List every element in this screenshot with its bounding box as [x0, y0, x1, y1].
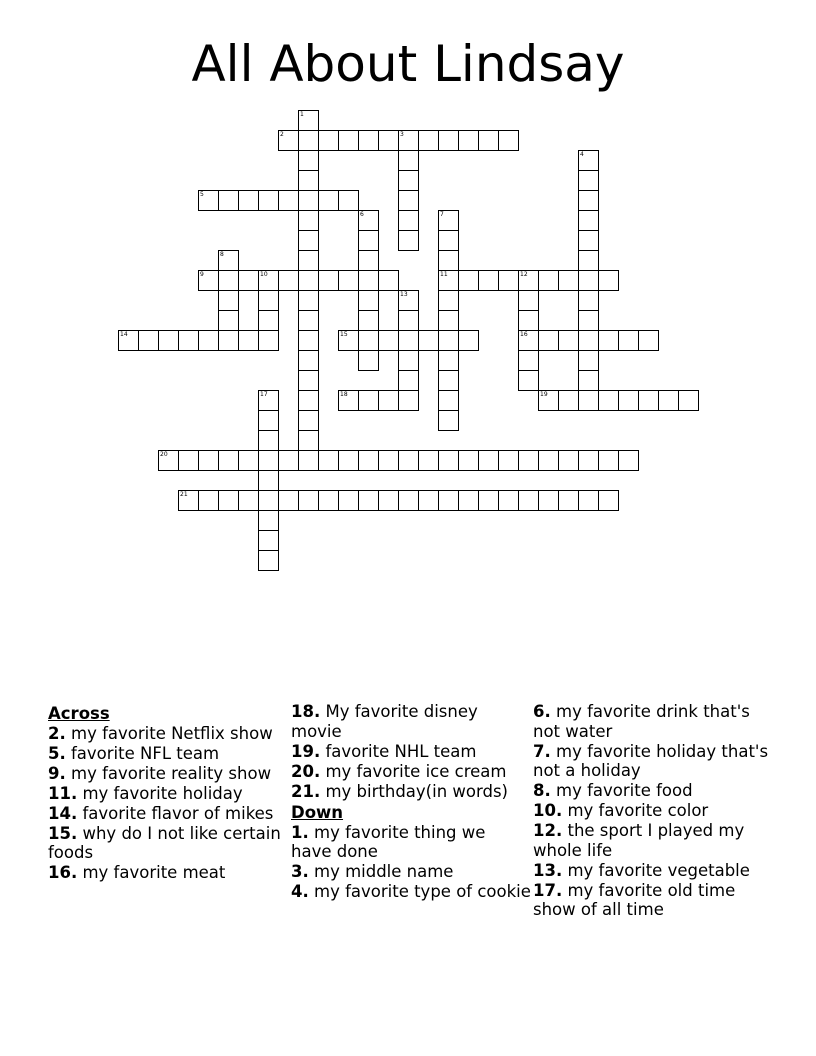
grid-cell[interactable]: [318, 190, 339, 211]
clue-number: 4.: [291, 882, 309, 901]
grid-cell[interactable]: [398, 210, 419, 231]
clue-number: 11: [440, 271, 448, 278]
clue-text: my favorite Netflix show: [65, 723, 273, 743]
grid-cell[interactable]: [578, 330, 599, 351]
clue-text: my birthday(in words): [320, 781, 508, 801]
clue-number: 20.: [291, 761, 321, 781]
grid-cell[interactable]: [598, 450, 619, 471]
clue-text: my favorite ice cream: [320, 761, 507, 781]
grid-cell[interactable]: [538, 490, 559, 511]
grid-cell[interactable]: [598, 270, 619, 291]
grid-cell[interactable]: [458, 330, 479, 351]
clue-number: 9: [200, 271, 204, 278]
down-clue: [533, 801, 773, 821]
clue-number: 19.: [291, 741, 321, 761]
grid-cell[interactable]: [218, 270, 239, 291]
clue-text: my middle name: [308, 862, 454, 881]
grid-cell[interactable]: [258, 430, 279, 451]
clue-column-2: [291, 702, 531, 902]
grid-cell[interactable]: [638, 330, 659, 351]
grid-cell[interactable]: [298, 130, 319, 151]
grid-cell[interactable]: [518, 330, 539, 351]
grid-cell[interactable]: [538, 450, 559, 471]
grid-cell[interactable]: [578, 390, 599, 411]
grid-cell[interactable]: [398, 290, 419, 311]
grid-cell[interactable]: [438, 130, 459, 151]
clue-text: my favorite old time show of all time: [533, 880, 736, 919]
clue-column-1: [48, 702, 288, 883]
grid-cell[interactable]: [618, 450, 639, 471]
across-clue: [48, 744, 288, 764]
grid-cell[interactable]: [338, 190, 359, 211]
grid-cell[interactable]: [258, 270, 279, 291]
grid-cell[interactable]: [298, 250, 319, 271]
clue-number: 15: [340, 331, 348, 338]
grid-cell[interactable]: [578, 190, 599, 211]
grid-cell[interactable]: [338, 330, 359, 351]
grid-cell[interactable]: [538, 390, 559, 411]
grid-cell[interactable]: [218, 310, 239, 331]
grid-cell[interactable]: [518, 290, 539, 311]
grid-cell[interactable]: [218, 250, 239, 271]
clue-text: my favorite reality show: [65, 763, 272, 783]
grid-cell[interactable]: [378, 330, 399, 351]
grid-cell[interactable]: [258, 390, 279, 411]
grid-cell[interactable]: [538, 330, 559, 351]
clue-text: my favorite color: [562, 801, 709, 820]
grid-cell[interactable]: [298, 310, 319, 331]
clue-number: 3: [400, 131, 404, 138]
grid-cell[interactable]: [578, 370, 599, 391]
down-clue: [291, 823, 531, 862]
grid-cell[interactable]: [398, 170, 419, 191]
grid-cell[interactable]: [578, 250, 599, 271]
clue-text: my favorite type of cookie: [308, 882, 531, 901]
grid-cell[interactable]: [358, 250, 379, 271]
grid-cell[interactable]: [538, 270, 559, 291]
grid-cell[interactable]: [298, 490, 319, 511]
grid-cell[interactable]: [338, 270, 359, 291]
across-clue: [291, 762, 531, 782]
clue-number: 16: [520, 331, 528, 338]
clue-number: 17.: [533, 880, 563, 900]
grid-cell[interactable]: [438, 310, 459, 331]
grid-cell[interactable]: [598, 490, 619, 511]
grid-cell[interactable]: [438, 270, 459, 291]
grid-cell[interactable]: [298, 110, 319, 131]
grid-cell[interactable]: [358, 490, 379, 511]
grid-cell[interactable]: [238, 490, 259, 511]
grid-cell[interactable]: [398, 370, 419, 391]
grid-cell[interactable]: [258, 510, 279, 531]
grid-cell[interactable]: [398, 490, 419, 511]
grid-cell[interactable]: [518, 370, 539, 391]
clue-number: 14: [120, 331, 128, 338]
grid-cell[interactable]: [298, 390, 319, 411]
grid-cell[interactable]: [478, 450, 499, 471]
grid-cell[interactable]: [418, 450, 439, 471]
across-clue: [291, 742, 531, 762]
grid-cell[interactable]: [218, 190, 239, 211]
grid-cell[interactable]: [578, 490, 599, 511]
grid-cell[interactable]: [438, 230, 459, 251]
grid-cell[interactable]: [618, 390, 639, 411]
grid-cell[interactable]: [298, 370, 319, 391]
clue-text: why do I not like certain foods: [48, 823, 281, 862]
grid-cell[interactable]: [318, 450, 339, 471]
grid-cell[interactable]: [358, 130, 379, 151]
grid-cell[interactable]: [498, 130, 519, 151]
clue-text: My favorite disney movie: [291, 702, 478, 741]
grid-cell[interactable]: [378, 390, 399, 411]
grid-cell[interactable]: [398, 330, 419, 351]
across-clue: [48, 724, 288, 744]
grid-cell[interactable]: [378, 130, 399, 151]
grid-cell[interactable]: [458, 130, 479, 151]
clue-text: favorite NHL team: [320, 741, 477, 761]
clue-number: 19: [540, 391, 548, 398]
grid-cell[interactable]: [438, 450, 459, 471]
grid-cell[interactable]: [358, 310, 379, 331]
grid-cell[interactable]: [298, 290, 319, 311]
grid-cell[interactable]: [218, 490, 239, 511]
across-clue: [48, 764, 288, 784]
clue-number: 11.: [48, 783, 78, 803]
clue-text: favorite NFL team: [65, 743, 220, 763]
clue-number: 21: [180, 491, 188, 498]
grid-cell[interactable]: [338, 490, 359, 511]
grid-cell[interactable]: [358, 210, 379, 231]
grid-cell[interactable]: [358, 270, 379, 291]
clue-number: 15.: [48, 823, 78, 843]
clue-number: 1: [300, 111, 304, 118]
grid-cell[interactable]: [398, 310, 419, 331]
grid-cell[interactable]: [318, 490, 339, 511]
clue-number: 18.: [291, 702, 321, 721]
grid-cell[interactable]: [298, 270, 319, 291]
clue-text: my favorite holiday: [77, 783, 243, 803]
grid-cell[interactable]: [158, 330, 179, 351]
grid-cell[interactable]: [258, 310, 279, 331]
grid-cell[interactable]: [398, 230, 419, 251]
clue-number: 18: [340, 391, 348, 398]
grid-cell[interactable]: [438, 290, 459, 311]
grid-cell[interactable]: [438, 370, 459, 391]
grid-cell[interactable]: [518, 350, 539, 371]
clue-text: my favorite thing we have done: [291, 822, 486, 861]
clue-number: 7.: [533, 741, 551, 761]
puzzle-title: All About Lindsay: [191, 35, 625, 93]
grid-cell[interactable]: [118, 330, 139, 351]
grid-cell[interactable]: [298, 230, 319, 251]
grid-cell[interactable]: [518, 450, 539, 471]
grid-cell[interactable]: [598, 330, 619, 351]
grid-cell[interactable]: [258, 470, 279, 491]
clue-number: 20: [160, 451, 168, 458]
clue-number: 2.: [48, 723, 66, 743]
grid-cell[interactable]: [578, 290, 599, 311]
grid-cell[interactable]: [558, 390, 579, 411]
grid-cell[interactable]: [258, 190, 279, 211]
grid-cell[interactable]: [558, 490, 579, 511]
grid-cell[interactable]: [338, 390, 359, 411]
down-heading: Down: [291, 803, 344, 822]
grid-cell[interactable]: [398, 450, 419, 471]
grid-cell[interactable]: [618, 330, 639, 351]
grid-cell[interactable]: [578, 270, 599, 291]
grid-cell[interactable]: [558, 330, 579, 351]
across-clue: [48, 863, 288, 883]
grid-cell[interactable]: [578, 350, 599, 371]
across-clue: [48, 784, 288, 804]
clue-number: 17: [260, 391, 268, 398]
grid-cell[interactable]: [218, 290, 239, 311]
grid-cell[interactable]: [178, 330, 199, 351]
clue-number: 6.: [533, 702, 551, 721]
grid-cell[interactable]: [458, 490, 479, 511]
grid-cell[interactable]: [358, 390, 379, 411]
grid-cell[interactable]: [438, 250, 459, 271]
across-heading: Across: [48, 704, 110, 723]
grid-cell[interactable]: [198, 490, 219, 511]
clue-number: 6: [360, 211, 364, 218]
grid-cell[interactable]: [178, 490, 199, 511]
grid-cell[interactable]: [318, 130, 339, 151]
grid-cell[interactable]: [458, 450, 479, 471]
across-clue: [48, 804, 288, 824]
grid-cell[interactable]: [578, 310, 599, 331]
grid-cell[interactable]: [158, 450, 179, 471]
grid-cell[interactable]: [578, 450, 599, 471]
grid-cell[interactable]: [298, 410, 319, 431]
grid-cell[interactable]: [258, 330, 279, 351]
grid-cell[interactable]: [418, 130, 439, 151]
grid-cell[interactable]: [298, 190, 319, 211]
clue-text: favorite flavor of mikes: [77, 803, 274, 823]
grid-cell[interactable]: [258, 530, 279, 551]
grid-cell[interactable]: [398, 390, 419, 411]
clue-number: 13.: [533, 860, 563, 880]
grid-cell[interactable]: [298, 150, 319, 171]
grid-cell[interactable]: [478, 490, 499, 511]
grid-cell[interactable]: [398, 130, 419, 151]
grid-cell[interactable]: [198, 270, 219, 291]
down-clue: [533, 742, 773, 781]
grid-cell[interactable]: [278, 190, 299, 211]
grid-cell[interactable]: [298, 210, 319, 231]
grid-cell[interactable]: [518, 310, 539, 331]
down-clue: [533, 861, 773, 881]
clue-number: 10.: [533, 801, 563, 820]
grid-cell[interactable]: [198, 330, 219, 351]
grid-cell[interactable]: [678, 390, 699, 411]
grid-cell[interactable]: [498, 270, 519, 291]
grid-cell[interactable]: [238, 330, 259, 351]
grid-cell[interactable]: [338, 450, 359, 471]
down-clue: [533, 781, 773, 801]
grid-cell[interactable]: [378, 450, 399, 471]
grid-cell[interactable]: [458, 270, 479, 291]
clue-number: 4: [580, 151, 584, 158]
grid-cell[interactable]: [278, 490, 299, 511]
grid-cell[interactable]: [218, 450, 239, 471]
grid-cell[interactable]: [358, 330, 379, 351]
grid-cell[interactable]: [478, 270, 499, 291]
clue-number: 1.: [291, 822, 309, 842]
grid-cell[interactable]: [298, 350, 319, 371]
grid-cell[interactable]: [578, 150, 599, 171]
grid-cell[interactable]: [278, 130, 299, 151]
grid-cell[interactable]: [558, 270, 579, 291]
grid-cell[interactable]: [318, 270, 339, 291]
grid-cell[interactable]: [398, 190, 419, 211]
clue-text: my favorite food: [550, 781, 693, 800]
grid-cell[interactable]: [518, 270, 539, 291]
grid-cell[interactable]: [218, 330, 239, 351]
grid-cell[interactable]: [358, 230, 379, 251]
grid-cell[interactable]: [258, 550, 279, 571]
clue-number: 21.: [291, 781, 321, 801]
grid-cell[interactable]: [258, 290, 279, 311]
clue-text: my favorite meat: [77, 863, 226, 882]
grid-cell[interactable]: [278, 270, 299, 291]
clue-number: 3.: [291, 862, 309, 881]
grid-cell[interactable]: [378, 490, 399, 511]
clue-number: 10: [260, 271, 268, 278]
grid-cell[interactable]: [358, 290, 379, 311]
grid-cell[interactable]: [298, 170, 319, 191]
grid-cell[interactable]: [298, 330, 319, 351]
grid-cell[interactable]: [418, 330, 439, 351]
grid-cell[interactable]: [198, 450, 219, 471]
grid-cell[interactable]: [398, 150, 419, 171]
down-clue: [291, 882, 531, 902]
clue-number: 14.: [48, 803, 78, 823]
clue-number: 9.: [48, 763, 66, 783]
grid-cell[interactable]: [598, 390, 619, 411]
clue-number: 7: [440, 211, 444, 218]
grid-cell[interactable]: [638, 390, 659, 411]
clue-text: my favorite drink that's not water: [533, 702, 750, 741]
down-clue: [533, 702, 773, 741]
down-clue: [533, 881, 773, 920]
grid-cell[interactable]: [518, 490, 539, 511]
clue-number: 5.: [48, 743, 66, 763]
down-clue: [533, 821, 773, 860]
grid-cell[interactable]: [438, 410, 459, 431]
grid-cell[interactable]: [438, 330, 459, 351]
grid-cell[interactable]: [578, 230, 599, 251]
grid-cell[interactable]: [258, 410, 279, 431]
grid-cell[interactable]: [358, 450, 379, 471]
grid-cell[interactable]: [338, 130, 359, 151]
grid-cell[interactable]: [578, 170, 599, 191]
grid-cell[interactable]: [578, 210, 599, 231]
clue-number: 2: [280, 131, 284, 138]
clue-text: my favorite vegetable: [562, 860, 750, 880]
clue-number: 8.: [533, 781, 551, 800]
grid-cell[interactable]: [438, 210, 459, 231]
grid-cell[interactable]: [418, 490, 439, 511]
grid-cell[interactable]: [178, 450, 199, 471]
grid-cell[interactable]: [198, 190, 219, 211]
grid-cell[interactable]: [498, 490, 519, 511]
grid-cell[interactable]: [378, 270, 399, 291]
across-clue: [291, 782, 531, 802]
grid-cell[interactable]: [258, 490, 279, 511]
grid-cell[interactable]: [278, 450, 299, 471]
grid-cell[interactable]: [298, 430, 319, 451]
grid-cell[interactable]: [138, 330, 159, 351]
grid-cell[interactable]: [498, 450, 519, 471]
grid-cell[interactable]: [258, 450, 279, 471]
clue-number: 8: [220, 251, 224, 258]
clue-text: the sport I played my whole life: [533, 821, 745, 860]
clue-column-3: [533, 702, 773, 920]
grid-cell[interactable]: [438, 350, 459, 371]
clue-number: 13: [400, 291, 408, 298]
grid-cell[interactable]: [658, 390, 679, 411]
grid-cell[interactable]: [398, 350, 419, 371]
grid-cell[interactable]: [358, 350, 379, 371]
grid-cell[interactable]: [478, 130, 499, 151]
down-clue: [291, 862, 531, 882]
grid-cell[interactable]: [438, 490, 459, 511]
across-clue: [291, 702, 531, 741]
grid-cell[interactable]: [238, 190, 259, 211]
grid-cell[interactable]: [558, 450, 579, 471]
clue-number: 16.: [48, 863, 78, 882]
clue-number: 5: [200, 191, 204, 198]
clue-text: my favorite holiday that's not a holiday: [533, 741, 769, 780]
clue-number: 12: [520, 271, 528, 278]
grid-cell[interactable]: [438, 390, 459, 411]
clue-number: 12.: [533, 821, 563, 840]
grid-cell[interactable]: [298, 450, 319, 471]
grid-cell[interactable]: [238, 450, 259, 471]
across-clue: [48, 824, 288, 863]
grid-cell[interactable]: [238, 270, 259, 291]
